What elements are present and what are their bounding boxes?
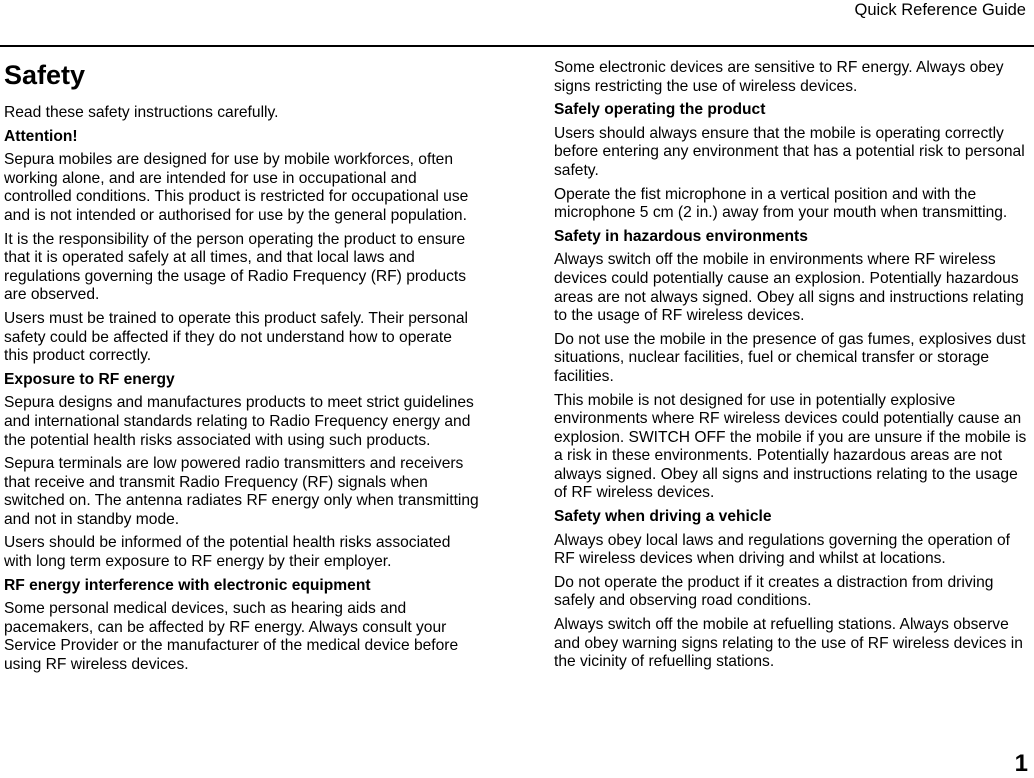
- paragraph: Sepura designs and manufactures products to meet strict guidelines and international standards relating to Radio Frequency energy and the potential health risks associated with using such products.: [4, 394, 474, 449]
- page-number: 1: [1014, 750, 1028, 777]
- paragraph: Read these safety instructions carefully.: [4, 104, 279, 121]
- paragraph: Sepura mobiles are designed for use by mobile workforces, often working alone, and are intended for use in occupational and controlled conditions. This product is restricted for occupational use and is not intended or authorised for use by the general population.: [4, 151, 469, 224]
- paragraph: Some electronic devices are sensitive to RF energy. Always obey signs restricting the use of wireless devices.: [554, 59, 1004, 95]
- paragraph: Users should be informed of the potential health risks associated with long term exposure to RF energy by their employer.: [4, 534, 451, 571]
- paragraph: Operate the fist microphone in a vertical position and with the microphone 5 cm (2 in.) away from your mouth when transmitting.: [554, 185, 1008, 222]
- section-heading: Safety when driving a vehicle: [554, 508, 772, 526]
- section-heading: Safety in hazardous environments: [554, 227, 808, 245]
- paragraph: Always switch off the mobile in environments where RF wireless devices could potentially cause an explosion. Potentially hazardous areas are not always signed. Obey all signs and instructions relating to the usage of RF wireless devices.: [554, 251, 1024, 325]
- paragraph: Users must be trained to operate this product safely. Their personal safety could be affected if they do not understand how to operate this product correctly.: [4, 309, 469, 365]
- paragraph: Do not use the mobile in the presence of gas fumes, explosives dust situations, nuclear facilities, fuel or chemical transfer or storage facilities.: [554, 330, 1026, 385]
- section-heading: RF energy interference with electronic equipment: [4, 576, 371, 594]
- left-column: [4, 54, 480, 680]
- section-heading: Attention!: [4, 127, 78, 145]
- page-title: Safety: [4, 60, 86, 90]
- header-rule: [0, 45, 1034, 47]
- paragraph: It is the responsibility of the person operating the product to ensure that it is operated safely at all times, and that local laws and regulations governing the usage of Radio Frequency (RF) products are observed.: [4, 230, 467, 304]
- header-title: Quick Reference Guide: [854, 1, 1026, 19]
- paragraph: Do not operate the product if it creates a distraction from driving safely and observing road conditions.: [554, 573, 994, 610]
- paragraph: Sepura terminals are low powered radio transmitters and receivers that receive and transmit Radio Frequency (RF) signals when switched on. The antenna radiates RF energy only when transmitting and not in standby mode.: [4, 455, 479, 528]
- paragraph: This mobile is not designed for use in potentially explosive environments where RF wireless devices could potentially cause an explosion. SWITCH OFF the mobile if you are unsure if the mobile is a risk in these environments. Potentially hazardous areas are not always signed. Obey all signs and instructions relating to the usage of RF wireless devices.: [554, 391, 1027, 502]
- paragraph: Always switch off the mobile at refuelling stations. Always observe and obey warning signs relating to the use of RF wireless devices in the vicinity of refuelling stations.: [554, 616, 1023, 671]
- section-heading: Exposure to RF energy: [4, 370, 175, 388]
- paragraph: Always obey local laws and regulations governing the operation of RF wireless devices when driving and whilst at locations.: [554, 531, 1010, 568]
- section-heading: Safely operating the product: [554, 101, 766, 119]
- right-column: [554, 59, 1034, 677]
- paragraph: Users should always ensure that the mobile is operating correctly before entering any environment that has a potential risk to personal safety.: [554, 124, 1025, 179]
- paragraph: Some personal medical devices, such as hearing aids and pacemakers, can be affected by RF energy. Always consult your Service Provider or the manufacturer of the medical device before using RF wireless devices.: [4, 600, 459, 674]
